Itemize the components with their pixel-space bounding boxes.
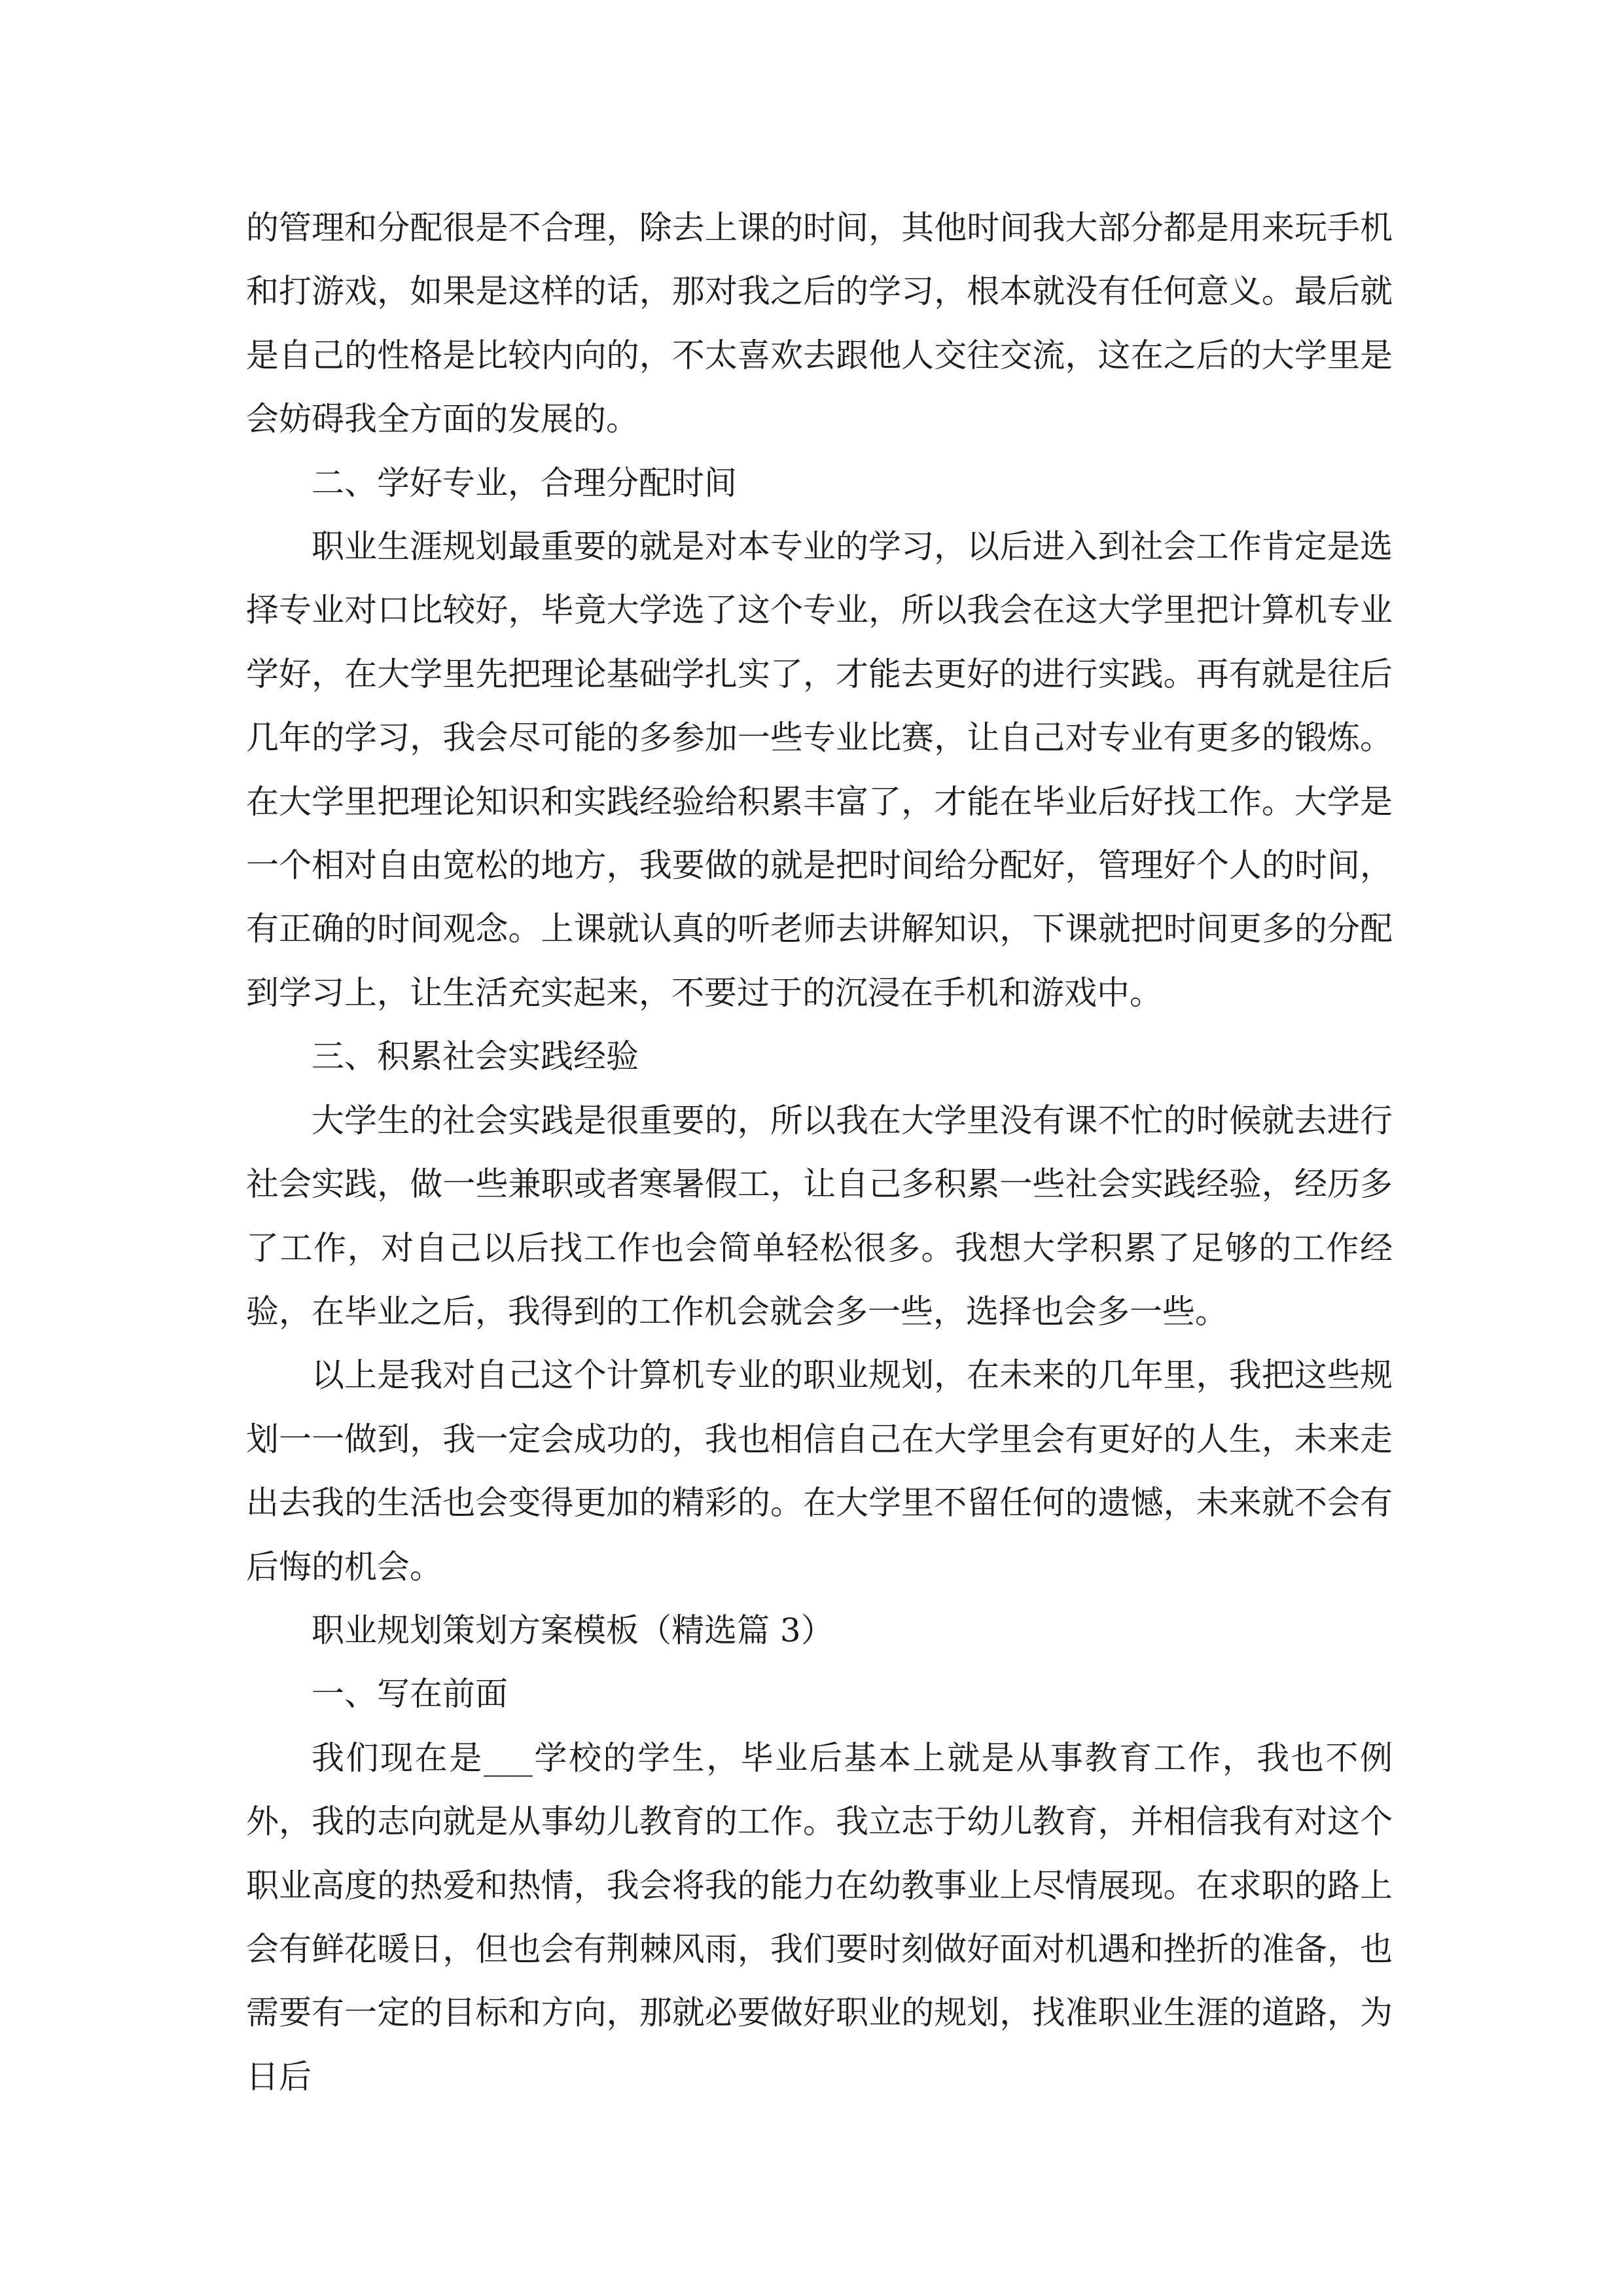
paragraph-time-management: 的管理和分配很是不合理，除去上课的时间，其他时间我大部分都是用来玩手机和打游戏，如果是这样的话，那对我之后的学习，根本就没有任何意义。最后就是自己的性格是比较内向的，不太喜欢去跟他人交往交流，这在之后的大学里是会妨碍我全方面的发展的。 (246, 209, 1393, 439)
section-title-template-3: 职业规划策划方案模板（精选篇 3） (312, 1611, 834, 1649)
heading-social-practice: 三、积累社会实践经验 (312, 1037, 639, 1076)
document-body (246, 196, 1393, 2109)
paragraph-career-planning: 职业生涯规划最重要的就是对本专业的学习，以后进入到社会工作肯定是选择专业对口比较好，毕竟大学选了这个专业，所以我会在这大学里把计算机专业学好，在大学里先把理论基础学扎实了，才能去更好的进行实践。再有就是往后几年的学习，我会尽可能的多参加一些专业比赛，让自己对专业有更多的锻炼。在大学里把理论知识和实践经验给积累丰富了，才能在毕业后好找工作。大学是一个相对自由宽松的地方，我要做的就是把时间给分配好，管理好个人的时间，有正确的时间观念。上课就认真的听老师去讲解知识，下课就把时间更多的分配到学习上，让生活充实起来，不要过于的沉浸在手机和游戏中。 (246, 528, 1393, 1012)
heading-preface: 一、写在前面 (312, 1675, 508, 1713)
paragraph-preface: 我们现在是___学校的学生，毕业后基本上就是从事教育工作，我也不例外，我的志向就是从事幼儿教育的工作。我立志于幼儿教育，并相信我有对这个职业高度的热爱和热情，我会将我的能力在幼教事业上尽情展现。在求职的路上会有鲜花暖日，但也会有荆棘风雨，我们要时刻做好面对机遇和挫折的准备，也需要有一定的目标和方向，那就必要做好职业的规划，找准职业生涯的道路，为日后 (246, 1738, 1393, 2096)
paragraph-social-practice: 大学生的社会实践是很重要的，所以我在大学里没有课不忙的时候就去进行社会实践，做一些兼职或者寒暑假工，让自己多积累一些社会实践经验，经历多了工作，对自己以后找工作也会简单轻松很多。我想大学积累了足够的工作经验，在毕业之后，我得到的工作机会就会多一些，选择也会多一些。 (246, 1101, 1393, 1331)
heading-study-major: 二、学好专业，合理分配时间 (312, 463, 737, 502)
paragraph-conclusion: 以上是我对自己这个计算机专业的职业规划，在未来的几年里，我把这些规划一一做到，我一定会成功的，我也相信自己在大学里会有更好的人生，未来走出去我的生活也会变得更加的精彩的。在大学里不留任何的遗憾，未来就不会有后悔的机会。 (246, 1356, 1393, 1586)
